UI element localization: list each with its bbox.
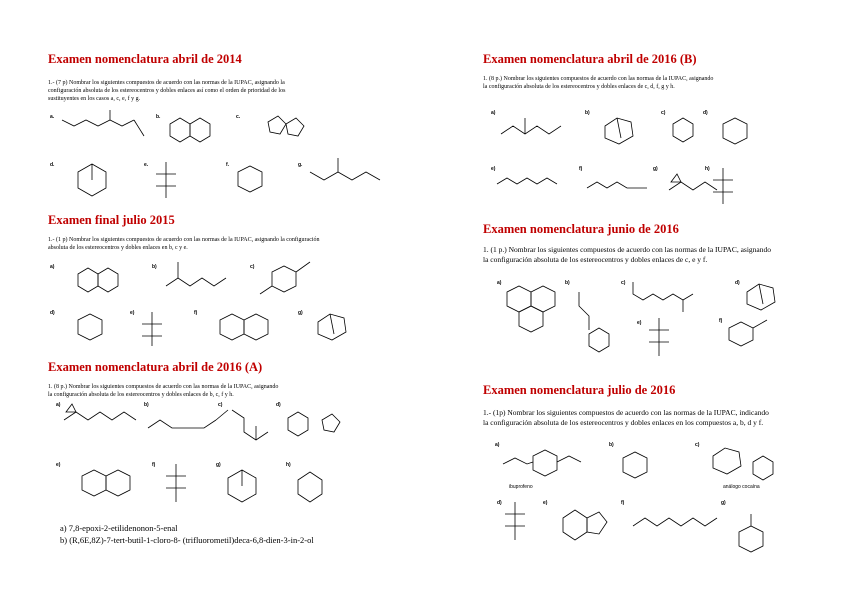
exam-2015-question-line-1: 1.- (1 p) Nombrar los siguientes compuestos de acuerdo con las normas de la IUPAC, asignando la configuración bbox=[48, 237, 320, 243]
exam-2016jul-caption-ibuprofeno: ibuprofeno bbox=[509, 484, 533, 490]
exam-2014-section bbox=[48, 52, 418, 103]
exam-2015-label-e: e) bbox=[130, 310, 135, 316]
exam-2016a-answer-b: b) (R,6E,8Z)-7-tert-butil-1-cloro-8- (trifluorometil)deca-6,8-dien-3-in-2-ol bbox=[60, 535, 314, 545]
exam-2014-label-a: a. bbox=[50, 114, 55, 120]
exam-2014-question-line-1: 1.- (7 p) Nombrar los siguientes compuestos de acuerdo con las normas de la IUPAC, asignando la bbox=[48, 80, 285, 86]
exam-2015-question-line-2: absoluta de los estereocentros y dobles enlaces en b, c y e. bbox=[48, 245, 188, 251]
exam-2016b-label-a: a) bbox=[491, 110, 496, 116]
exam-2014-question-line-3: sustituyentes en los casos a, c, e, f y g. bbox=[48, 96, 141, 102]
exam-2016jun-question-line-2: la configuración absoluta de los estereocentros y dobles enlaces de c, e y f. bbox=[483, 254, 708, 264]
exam-2016b-label-b: b) bbox=[585, 110, 590, 116]
exam-2014-question-line-2: configuración absoluta de los estereocentros y dobles enlaces así como el orden de prioridad de los bbox=[48, 88, 286, 94]
exam-2014-label-d: d. bbox=[50, 162, 55, 168]
exam-2016b-label-c: c) bbox=[661, 110, 666, 116]
exam-2014-structures bbox=[48, 110, 428, 200]
exam-2016a-title: Examen nomenclatura abril de 2016 (A) bbox=[48, 360, 263, 374]
exam-2015-label-d: d) bbox=[50, 310, 55, 316]
exam-2016jun-question-line-1: 1. (1 p.) Nombrar los siguientes compuestos de acuerdo con las normas de la IUPAC, asignando bbox=[483, 245, 771, 254]
exam-2016b-title: Examen nomenclatura abril de 2016 (B) bbox=[483, 52, 697, 66]
exam-2016b-label-f: f) bbox=[579, 166, 583, 172]
exam-2016jul-label-e: e) bbox=[543, 500, 548, 506]
exam-2016jun-label-e: e) bbox=[637, 320, 642, 326]
exam-2016b-section bbox=[483, 52, 828, 91]
exam-2016jun-label-c: c) bbox=[621, 280, 626, 286]
exam-2016b-label-h: h) bbox=[705, 166, 710, 172]
exam-2016a-label-a: a) bbox=[56, 402, 61, 408]
exam-2016b-structures bbox=[483, 104, 828, 209]
exam-2016a-label-e: e) bbox=[56, 462, 61, 468]
exam-2016jun-label-a: a) bbox=[497, 280, 502, 286]
exam-2016a-answer-a: a) 7,8-epoxi-2-etilidenonon-5-enal bbox=[60, 523, 178, 533]
exam-2016jul-question-line-2: la configuración absoluta de los estereocentros y dobles enlaces en los compuestos a, b, d y f. bbox=[483, 417, 764, 427]
exam-2016jun-structures bbox=[483, 272, 828, 362]
exam-2016jul-label-g: g) bbox=[721, 500, 726, 506]
exam-2016jul-label-d: d) bbox=[497, 500, 502, 506]
exam-2015-label-c: c) bbox=[250, 264, 255, 270]
exam-2015-label-g: g) bbox=[298, 310, 303, 316]
exam-2016jul-label-b: b) bbox=[609, 442, 614, 448]
exam-2016jul-label-c: c) bbox=[695, 442, 700, 448]
exam-2014-label-b: b. bbox=[156, 114, 161, 120]
exam-2016a-label-c: c) bbox=[218, 402, 223, 408]
exam-2016a-label-b: b) bbox=[144, 402, 149, 408]
exam-2016jul-question-line-1: 1.- (1p) Nombrar los siguientes compuestos de acuerdo con las normas de la IUPAC, indicando bbox=[483, 408, 769, 417]
exam-2016a-label-d: d) bbox=[276, 402, 281, 408]
exam-2015-structures bbox=[48, 256, 428, 348]
exam-2016a-structures bbox=[48, 398, 428, 513]
exam-2016jul-caption-cocaina: análogo cocaína bbox=[723, 484, 760, 490]
exam-2016jul-title: Examen nomenclatura julio de 2016 bbox=[483, 383, 676, 397]
exam-2014-label-f: f. bbox=[226, 162, 230, 168]
exam-2016a-label-h: h) bbox=[286, 462, 291, 468]
exam-2014-label-g: g. bbox=[298, 162, 303, 168]
exam-2015-section bbox=[48, 213, 418, 252]
exam-2014-label-e: e. bbox=[144, 162, 149, 168]
exam-2014-title: Examen nomenclatura abril de 2014 bbox=[48, 52, 242, 66]
exam-2016b-question-line-2: la configuración absoluta de los estereocentros y dobles enlaces de c, d, f, g y h. bbox=[483, 84, 675, 90]
exam-2016jul-structures bbox=[483, 436, 828, 556]
exam-2015-title: Examen final julio 2015 bbox=[48, 213, 175, 227]
exam-2016jun-title: Examen nomenclatura junio de 2016 bbox=[483, 222, 679, 236]
exam-2016b-label-e: e) bbox=[491, 166, 496, 172]
exam-2016b-label-d: d) bbox=[703, 110, 708, 116]
exam-2016jun-section bbox=[483, 222, 828, 264]
exam-2016jun-label-b: b) bbox=[565, 280, 570, 286]
exam-2016b-question-line-1: 1. (8 p.) Nombrar los siguientes compuestos de acuerdo con las normas de la IUPAC, asignando bbox=[483, 76, 714, 82]
exam-2016a-question-line-2: la configuración absoluta de los estereocentros y dobles enlaces de b, c, f y h. bbox=[48, 392, 234, 398]
exam-2015-label-b: b) bbox=[152, 264, 157, 270]
exam-2016jun-label-d: d) bbox=[735, 280, 740, 286]
exam-2016a-question-line-1: 1. (8 p.) Nombrar los siguientes compuestos de acuerdo con las normas de la IUPAC, asignando bbox=[48, 384, 279, 390]
exam-2016a-section bbox=[48, 360, 418, 399]
exam-2016b-label-g: g) bbox=[653, 166, 658, 172]
exam-2016jul-section bbox=[483, 383, 828, 427]
exam-2016jun-label-f: f) bbox=[719, 318, 723, 324]
exam-2016jul-label-f: f) bbox=[621, 500, 625, 506]
exam-2015-label-a: a) bbox=[50, 264, 55, 270]
exam-2014-label-c: c. bbox=[236, 114, 241, 120]
exam-2015-label-f: f) bbox=[194, 310, 198, 316]
exam-2016a-label-g: g) bbox=[216, 462, 221, 468]
exam-2016a-label-f: f) bbox=[152, 462, 156, 468]
exam-2016jul-label-a: a) bbox=[495, 442, 500, 448]
